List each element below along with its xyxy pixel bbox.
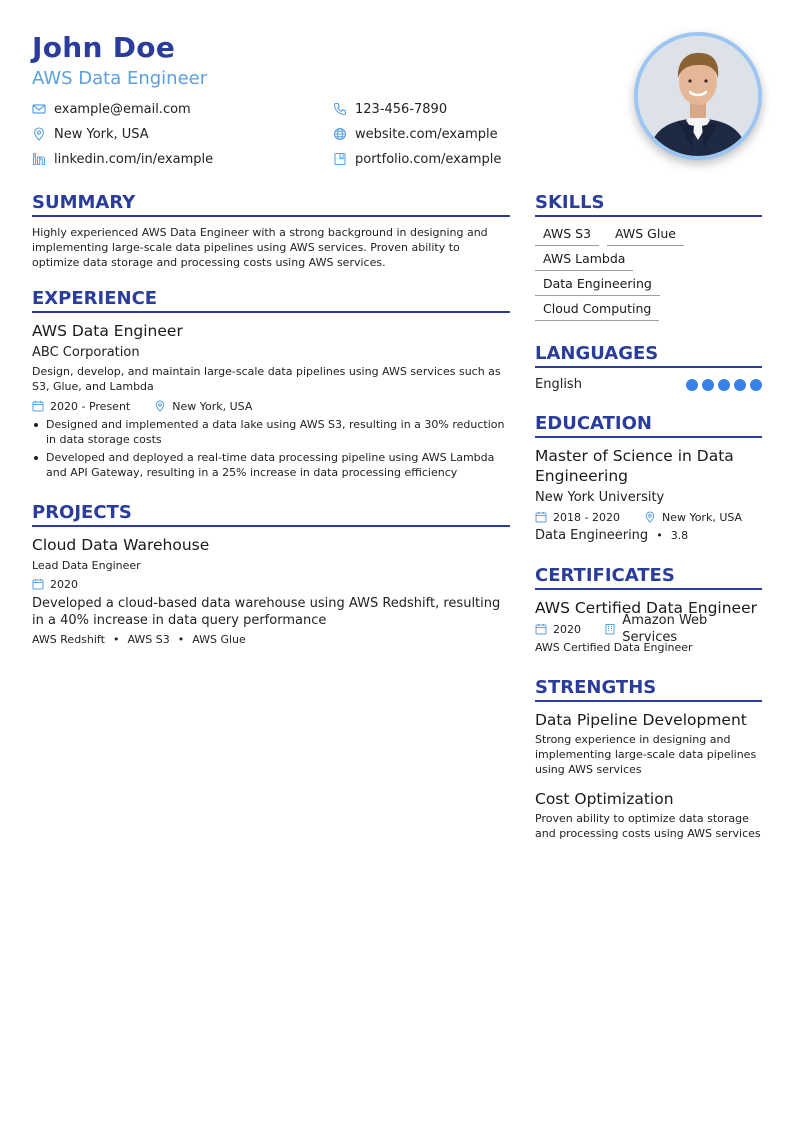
- languages-heading: LANGUAGES: [535, 343, 762, 368]
- left-column: [32, 192, 510, 647]
- linkedin-text: linkedin.com/in/example: [54, 151, 214, 167]
- globe-icon: [333, 127, 347, 141]
- project-tag: AWS Redshift: [32, 633, 105, 646]
- email-text: example@email.com: [54, 101, 191, 117]
- resume-header: [32, 30, 762, 170]
- language-level-dot: [702, 379, 714, 391]
- certificate-issuer: Amazon Web Services: [622, 613, 708, 645]
- education-degree: Master of Science in Data Engineering: [535, 447, 734, 485]
- summary-section: [32, 192, 510, 270]
- projects-heading: PROJECTS: [32, 502, 510, 527]
- skills-list-row: [535, 300, 762, 325]
- location-pin-icon: [32, 127, 46, 141]
- location-text: New York, USA: [54, 126, 149, 142]
- certificate-description: AWS Certified Data Engineer: [535, 641, 693, 654]
- experience-section: [32, 288, 510, 480]
- certificates-section: [535, 565, 762, 655]
- skills-heading: SKILLS: [535, 192, 762, 217]
- phone-icon: [333, 102, 347, 116]
- education-heading: EDUCATION: [535, 413, 762, 438]
- experience-role: AWS Data Engineer: [32, 322, 183, 340]
- candidate-name: John Doe: [32, 31, 176, 64]
- contact-email[interactable]: [32, 100, 191, 118]
- project-year: 2020: [50, 577, 78, 591]
- education-gpa: 3.8: [670, 529, 689, 542]
- calendar-icon: [32, 400, 44, 412]
- skill-tag: AWS Glue: [607, 225, 684, 246]
- contact-location: [32, 125, 149, 143]
- language-level-dot: [750, 379, 762, 391]
- strength-text: Proven ability to optimize data storage and processing costs using AWS services: [535, 812, 761, 840]
- certificate-name: AWS Certified Data Engineer: [535, 599, 757, 617]
- projects-section: [32, 502, 510, 647]
- language-row: [535, 376, 762, 393]
- skill-tag: Cloud Computing: [535, 300, 659, 321]
- bookmark-icon: [333, 152, 347, 166]
- experience-bullet: Developed and deployed a real-time data processing pipeline using AWS Lambda and API Gateway, resulting in a 25% increase in data processing efficiency: [32, 450, 510, 480]
- contact-linkedin[interactable]: [32, 150, 213, 168]
- calendar-icon: [535, 511, 547, 523]
- experience-heading: EXPERIENCE: [32, 288, 510, 313]
- education-location: New York, USA: [661, 510, 743, 524]
- contact-phone[interactable]: [333, 100, 447, 118]
- strength-title: Cost Optimization: [535, 790, 674, 808]
- calendar-icon: [32, 578, 44, 590]
- experience-bullets: [32, 417, 510, 480]
- experience-dates: 2020 - Present: [50, 399, 131, 413]
- education-field: Data Engineering: [535, 528, 649, 543]
- strength-text: Strong experience in designing and implementing large-scale data pipelines using AWS services: [535, 733, 757, 776]
- candidate-title: AWS Data Engineer: [32, 68, 208, 89]
- project-role: Lead Data Engineer: [32, 559, 141, 572]
- skill-tag: AWS S3: [535, 225, 599, 246]
- education-dates: 2018 - 2020: [553, 510, 620, 524]
- language-level-dot: [734, 379, 746, 391]
- project-tag: AWS Glue: [192, 633, 246, 646]
- website-text: website.com/example: [355, 126, 498, 142]
- skill-tag: AWS Lambda: [535, 250, 633, 271]
- right-column: [535, 192, 762, 841]
- language-name: English: [535, 377, 582, 392]
- strengths-section: [535, 677, 762, 841]
- summary-heading: SUMMARY: [32, 192, 510, 217]
- experience-meta: [32, 398, 510, 414]
- linkedin-icon: [32, 152, 46, 166]
- calendar-icon: [535, 623, 547, 635]
- project-tags: AWS Redshift • AWS S3 • AWS Glue: [32, 633, 246, 646]
- email-icon: [32, 102, 46, 116]
- summary-text: Highly experienced AWS Data Engineer with a strong background in designing and implementing large-scale data pipelines using AWS services. Proven ability to optimize data storage and processing costs using AWS services.: [32, 226, 488, 269]
- certificates-heading: CERTIFICATES: [535, 565, 762, 590]
- certificate-year: 2020: [553, 622, 581, 636]
- skill-tag: Data Engineering: [535, 275, 660, 296]
- project-tag: AWS S3: [127, 633, 170, 646]
- language-level-dot: [718, 379, 730, 391]
- strength-title: Data Pipeline Development: [535, 711, 747, 729]
- project-meta: [32, 576, 510, 592]
- building-icon: [604, 623, 616, 635]
- skills-section: [535, 192, 762, 325]
- language-level: [682, 379, 762, 391]
- location-pin-icon: [644, 511, 656, 523]
- contact-portfolio[interactable]: [333, 150, 501, 168]
- location-pin-icon: [154, 400, 166, 412]
- separator-dot: •: [656, 529, 663, 542]
- experience-description: Design, develop, and maintain large-scale data pipelines using AWS services such as S3, Glue, and Lambda: [32, 365, 501, 393]
- education-meta: [535, 509, 762, 525]
- education-section: [535, 413, 762, 544]
- phone-text: 123-456-7890: [355, 101, 448, 117]
- skills-list-row: [535, 275, 762, 300]
- experience-bullet: Designed and implemented a data lake using AWS S3, resulting in a 30% reduction in data storage costs: [32, 417, 510, 447]
- education-school: New York University: [535, 490, 665, 505]
- skills-list: [535, 225, 762, 275]
- education-field-row: [535, 527, 762, 544]
- certificate-meta: [535, 613, 762, 645]
- portfolio-text: portfolio.com/example: [355, 151, 502, 167]
- experience-location: New York, USA: [172, 399, 253, 413]
- language-level-dot: [686, 379, 698, 391]
- contact-website[interactable]: [333, 125, 498, 143]
- languages-section: [535, 343, 762, 393]
- profile-photo: [634, 32, 762, 160]
- project-name: Cloud Data Warehouse: [32, 536, 210, 554]
- project-description: Developed a cloud-based data warehouse using AWS Redshift, resulting in a 40% increase in data query performance: [32, 596, 501, 628]
- experience-company: ABC Corporation: [32, 345, 140, 360]
- strengths-heading: STRENGTHS: [535, 677, 762, 702]
